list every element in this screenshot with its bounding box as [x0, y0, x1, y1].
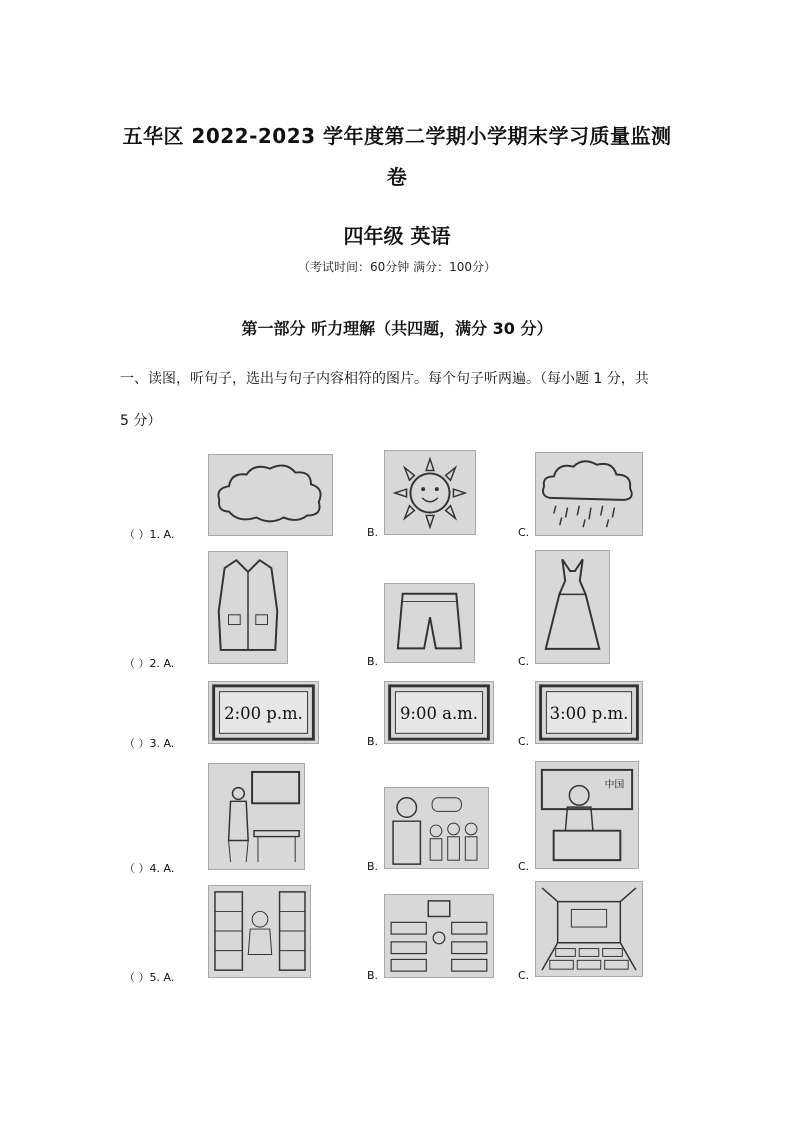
question-1-option-c: C.: [518, 526, 530, 539]
chinese-sign-text: 中国: [604, 779, 625, 791]
question-5-option-b: B.: [367, 969, 379, 982]
computer-room-image: [384, 894, 494, 978]
question-1-option-b: B.: [367, 526, 379, 539]
exam-info: （考试时间：60分钟 满分：100分）: [298, 260, 496, 274]
question-3-option-c: C.: [518, 735, 530, 748]
question-5-option-c: C.: [518, 969, 530, 982]
question-3-option-b: B.: [367, 735, 379, 748]
question-5-label: （ ）5. A.: [124, 971, 175, 984]
question-4-label: （ ）4. A.: [124, 862, 175, 875]
clock-text-2pm: 2:00 p.m.: [224, 703, 303, 723]
question-3-label: （ ）3. A.: [124, 737, 175, 750]
teacher-students-image: [384, 787, 489, 869]
shorts-image: [384, 583, 475, 663]
clock-sign-3pm: [535, 681, 643, 744]
chinese-teacher-image: [535, 761, 639, 869]
clock-sign-9am: [384, 681, 494, 744]
clock-sign-2pm: [208, 681, 319, 744]
question-2-option-b: B.: [367, 655, 379, 668]
grade-subject: 四年级 英语: [343, 224, 451, 248]
section-instruction-line2: 5 分）: [120, 413, 162, 429]
clock-text-9am: 9:00 a.m.: [399, 703, 479, 723]
question-4-option-b: B.: [367, 860, 379, 873]
sun-image: [384, 450, 476, 535]
cloud-image: [208, 454, 333, 536]
science-teacher-image: [208, 763, 305, 870]
question-4-option-c: C.: [518, 860, 530, 873]
clock-text-3pm: 3:00 p.m.: [549, 703, 629, 723]
question-1-label: （ ）1. A.: [124, 528, 175, 541]
classroom-image: [535, 881, 643, 977]
exam-title-line2: 卷: [386, 165, 408, 189]
exam-title-line1: 五华区 2022-2023 学年度第二学期小学期末学习质量监测: [122, 124, 672, 148]
part-heading: 第一部分 听力理解（共四题，满分 30 分）: [241, 319, 553, 338]
coat-image: [208, 551, 288, 664]
question-2-label: （ ）2. A.: [124, 657, 175, 670]
question-2-option-c: C.: [518, 655, 530, 668]
library-image: [208, 885, 311, 978]
rain-cloud-image: [535, 452, 643, 536]
dress-image: [535, 550, 610, 664]
section-instruction-line1: 一、读图，听句子，选出与句子内容相符的图片。每个句子听两遍。（每小题 1 分，共: [120, 371, 649, 387]
